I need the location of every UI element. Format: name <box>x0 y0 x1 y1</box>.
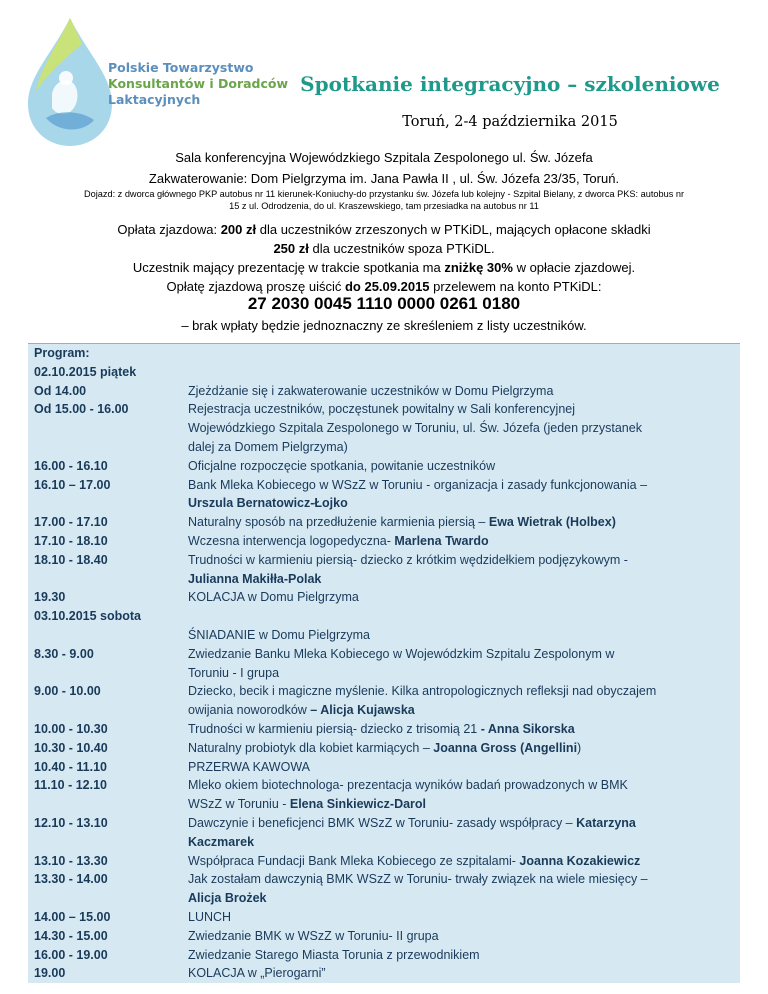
speaker-name: Alicja Brożek <box>188 891 267 906</box>
program-time: 10.00 - 10.30 <box>34 721 108 736</box>
program-row <box>28 758 740 777</box>
program-time: 02.10.2015 piątek <box>34 364 137 379</box>
org-line-1: Polskie Towarzystwo <box>108 60 254 75</box>
program-row <box>28 701 740 720</box>
program-time: 14.30 - 15.00 <box>34 928 108 943</box>
program-description <box>188 551 740 570</box>
program-row <box>28 946 740 965</box>
program-text: Naturalny sposób na przedłużenie karmienia piersią – <box>188 515 489 530</box>
program-time: 11.10 - 12.10 <box>34 778 107 793</box>
accommodation-line: Zakwaterowanie: Dom Pielgrzyma im. Jana Pawła II , ul. Św. Józefa 23/35, Toruń. <box>148 171 620 186</box>
program-description <box>188 645 740 664</box>
program-time: 10.40 - 11.10 <box>34 759 107 774</box>
program-description <box>188 494 740 513</box>
program-description <box>188 400 740 419</box>
program-row <box>28 776 740 795</box>
speaker-name: Elena Sinkiewicz-Darol <box>289 797 427 812</box>
program-description <box>188 870 740 889</box>
fee-line-2 <box>20 241 748 256</box>
program-row <box>28 494 740 513</box>
program-row <box>28 795 740 814</box>
program-text: Zwiedzanie BMK w WSzZ w Toruniu- II grupa <box>188 928 439 943</box>
program-text: WSzZ w Toruniu - <box>188 797 290 812</box>
fee-line-4 <box>20 279 748 294</box>
program-row <box>28 513 740 532</box>
program-description <box>188 833 740 852</box>
program-time: 14.00 – 15.00 <box>34 909 111 924</box>
program-row <box>28 438 740 457</box>
speaker-name: Joanna Kozakiewicz <box>519 853 641 868</box>
program-text: Bank Mleka Kobiecego w WSzZ w Toruniu - organizacja i zasady funkcjonowania – <box>188 477 648 492</box>
program-table <box>28 343 740 983</box>
program-text: LUNCH <box>188 909 232 924</box>
fee-line-1 <box>20 222 748 237</box>
program-description <box>188 607 740 626</box>
program-time: 17.00 - 17.10 <box>34 515 108 530</box>
program-text: Naturalny probiotyk dla kobiet karmiących – <box>188 740 434 755</box>
program-row <box>28 344 740 363</box>
program-time <box>28 419 188 438</box>
payment-deadline: do 25.09.2015 <box>344 279 430 294</box>
program-time: 10.30 - 10.40 <box>34 740 108 755</box>
program-text: Zwiedzanie Starego Miasta Torunia z przewodnikiem <box>188 947 480 962</box>
program-row <box>28 739 740 758</box>
program-text: Zwiedzanie Banku Mleka Kobiecego w Wojewódzkim Szpitalu Zespolonym w <box>188 646 615 661</box>
fee-text: Opłatę zjazdową proszę uiścić <box>166 279 345 294</box>
program-description <box>188 513 740 532</box>
program-description <box>188 419 740 438</box>
program-row <box>28 664 740 683</box>
speaker-name: - Anna Sikorska <box>480 721 575 736</box>
program-text: Dziecko, becik i magiczne myślenie. Kilka antropologicznych refleksji nad obyczajem <box>188 684 657 699</box>
org-line-3: Laktacyjnych <box>108 92 201 107</box>
fee-text: Opłata zjazdowa: <box>117 222 221 237</box>
program-description <box>188 363 740 382</box>
program-time: 16.00 - 16.10 <box>34 458 108 473</box>
program-description <box>188 908 740 927</box>
program-time: 13.30 - 14.00 <box>34 872 108 887</box>
speaker-name: Julianna Makiłła-Polak <box>188 571 322 586</box>
program-description <box>188 720 740 739</box>
speaker-name: Marlena Twardo <box>394 533 489 548</box>
program-row <box>28 457 740 476</box>
program-description <box>188 964 740 983</box>
program-row <box>28 382 740 401</box>
program-time: 16.10 – 17.00 <box>34 477 111 492</box>
program-text: Trudności w karmieniu piersią- dziecko z krótkim wędzidełkiem podjęzykowym - <box>188 552 628 567</box>
program-text: owijania noworodków <box>188 703 311 718</box>
page-title: Spotkanie integracyjno – szkoleniowe <box>300 72 720 96</box>
program-description <box>188 532 740 551</box>
fee-text: Uczestnik mający prezentację w trakcie spotkania ma <box>132 260 445 275</box>
fee-text: w opłacie zjazdowej. <box>512 260 636 275</box>
fee-text: dla uczestników spoza PTKiDL. <box>308 241 495 256</box>
program-text: Współpraca Fundacji Bank Mleka Kobiecego ze szpitalami- <box>188 853 520 868</box>
program-row <box>28 833 740 852</box>
program-text: Rejestracja uczestników, poczęstunek powitalny w Sali konferencyjnej <box>188 402 575 417</box>
fee-amount-members: 200 zł <box>220 222 257 237</box>
program-description <box>188 739 740 758</box>
program-row <box>28 964 740 983</box>
program-text: PRZERWA KAWOWA <box>188 759 310 774</box>
program-time: Od 14.00 <box>34 383 87 398</box>
program-time: Program: <box>34 346 90 360</box>
speaker-name: – Alicja Kujawska <box>310 703 415 718</box>
program-text: ŚNIADANIE w Domu Pielgrzyma <box>188 627 370 642</box>
program-row <box>28 908 740 927</box>
program-time <box>28 795 188 814</box>
program-row <box>28 532 740 551</box>
speaker-name: Ewa Wietrak (Holbex) <box>488 515 616 530</box>
program-text: dalej za Domem Pielgrzyma) <box>188 439 348 454</box>
program-description <box>188 457 740 476</box>
program-time <box>28 494 188 513</box>
program-description <box>188 438 740 457</box>
fee-amount-nonmembers: 250 zł <box>273 241 309 256</box>
fee-line-3 <box>20 260 748 275</box>
program-row <box>28 852 740 871</box>
travel-directions <box>20 188 748 212</box>
program-description <box>188 588 740 607</box>
organization-name <box>108 60 298 108</box>
program-time <box>28 570 188 589</box>
program-row <box>28 570 740 589</box>
program-time: 9.00 - 10.00 <box>34 684 101 699</box>
payment-warning: – brak wpłaty będzie jednoznaczny ze skreśleniem z listy uczestników. <box>181 318 587 333</box>
program-time: 8.30 - 9.00 <box>34 646 94 661</box>
program-description <box>188 344 740 363</box>
program-description <box>188 682 740 701</box>
org-line-2: Konsultantów i Doradców <box>108 76 289 91</box>
program-time: 03.10.2015 sobota <box>34 609 142 624</box>
program-description <box>188 701 740 720</box>
program-time: 18.10 - 18.40 <box>34 552 108 567</box>
program-time <box>28 833 188 852</box>
program-row <box>28 476 740 495</box>
fee-text: dla uczestników zrzeszonych w PTKiDL, mających opłacone składki <box>256 222 651 237</box>
program-text: Trudności w karmieniu piersią- dziecko z trisomią 21 <box>188 721 481 736</box>
program-description <box>188 946 740 965</box>
speaker-name: Katarzyna <box>576 815 636 830</box>
program-text: KOLACJA w Domu Pielgrzyma <box>188 590 359 605</box>
program-text: Mleko okiem biotechnologa- prezentacja wyników badań prowadzonych w BMK <box>188 778 628 793</box>
program-row <box>28 626 740 645</box>
travel-line-1: Dojazd: z dworca głównego PKP autobus nr 11 kierunek-Koniuchy-do przystanku św. Józefa lub kolejny - Szpital Bielany, z dworca PKS: autobus nr <box>83 189 685 199</box>
program-row <box>28 927 740 946</box>
travel-line-2: 15 z ul. Odrodzenia, do ul. Kraszewskiego, tam przesiadka na autobus nr 11 <box>229 201 539 211</box>
program-description <box>188 814 740 833</box>
program-text: Zjeżdżanie się i zakwaterowanie uczestników w Domu Pielgrzyma <box>188 383 554 398</box>
program-row <box>28 551 740 570</box>
program-time: 13.10 - 13.30 <box>34 853 108 868</box>
program-row <box>28 607 740 626</box>
program-row <box>28 645 740 664</box>
program-text: Toruniu - I grupa <box>188 665 280 680</box>
fee-text: przelewem na konto PTKiDL: <box>429 279 602 294</box>
drop-logo-icon <box>22 14 117 149</box>
program-time <box>28 664 188 683</box>
speaker-name: Kaczmarek <box>188 834 255 849</box>
program-time: 16.00 - 19.00 <box>34 947 108 962</box>
program-text: Oficjalne rozpoczęcie spotkania, powitanie uczestników <box>188 458 496 473</box>
program-text: ) <box>577 740 582 755</box>
event-date: Toruń, 2-4 października 2015 <box>402 114 618 130</box>
program-row <box>28 363 740 382</box>
program-time <box>28 701 188 720</box>
program-row <box>28 720 740 739</box>
program-description <box>188 664 740 683</box>
program-time: 12.10 - 13.10 <box>34 815 108 830</box>
program-description <box>188 776 740 795</box>
program-time <box>28 889 188 908</box>
speaker-name: Urszula Bernatowicz-Łojko <box>188 496 348 511</box>
program-time: 17.10 - 18.10 <box>34 533 108 548</box>
program-time: 19.00 <box>34 966 66 981</box>
program-description <box>188 852 740 871</box>
program-time <box>28 626 188 645</box>
program-description <box>188 570 740 589</box>
program-text: Jak zostałam dawczynią BMK WSzZ w Toruniu- trwały związek na wiele miesięcy – <box>188 872 648 887</box>
program-description <box>188 795 740 814</box>
bank-account-number: 27 2030 0045 1110 0000 0261 0180 <box>247 294 521 313</box>
program-row <box>28 814 740 833</box>
program-description <box>188 626 740 645</box>
program-description <box>188 758 740 777</box>
program-description <box>188 382 740 401</box>
program-row <box>28 870 740 889</box>
program-text: Wczesna interwencja logopedyczna- <box>188 533 395 548</box>
program-row <box>28 419 740 438</box>
discount: zniżkę 30% <box>444 260 513 275</box>
program-row <box>28 588 740 607</box>
speaker-name: Joanna Gross (Angellini <box>433 740 578 755</box>
program-row <box>28 889 740 908</box>
program-text: KOLACJA w „Pierogarni” <box>188 966 326 981</box>
program-description <box>188 476 740 495</box>
program-time: 19.30 <box>34 590 66 605</box>
program-description <box>188 927 740 946</box>
program-text: Wojewódzkiego Szpitala Zespolonego w Toruniu, ul. Św. Józefa (jeden przystanek <box>188 421 642 436</box>
program-row <box>28 400 740 419</box>
program-row <box>28 682 740 701</box>
program-text: Dawczynie i beneficjenci BMK WSzZ w Toruniu- zasady współpracy – <box>188 815 577 830</box>
program-description <box>188 889 740 908</box>
program-time: Od 15.00 - 16.00 <box>34 402 129 417</box>
program-time <box>28 438 188 457</box>
venue-line: Sala konferencyjna Wojewódzkiego Szpitala Zespolonego ul. Św. Józefa <box>175 150 593 165</box>
